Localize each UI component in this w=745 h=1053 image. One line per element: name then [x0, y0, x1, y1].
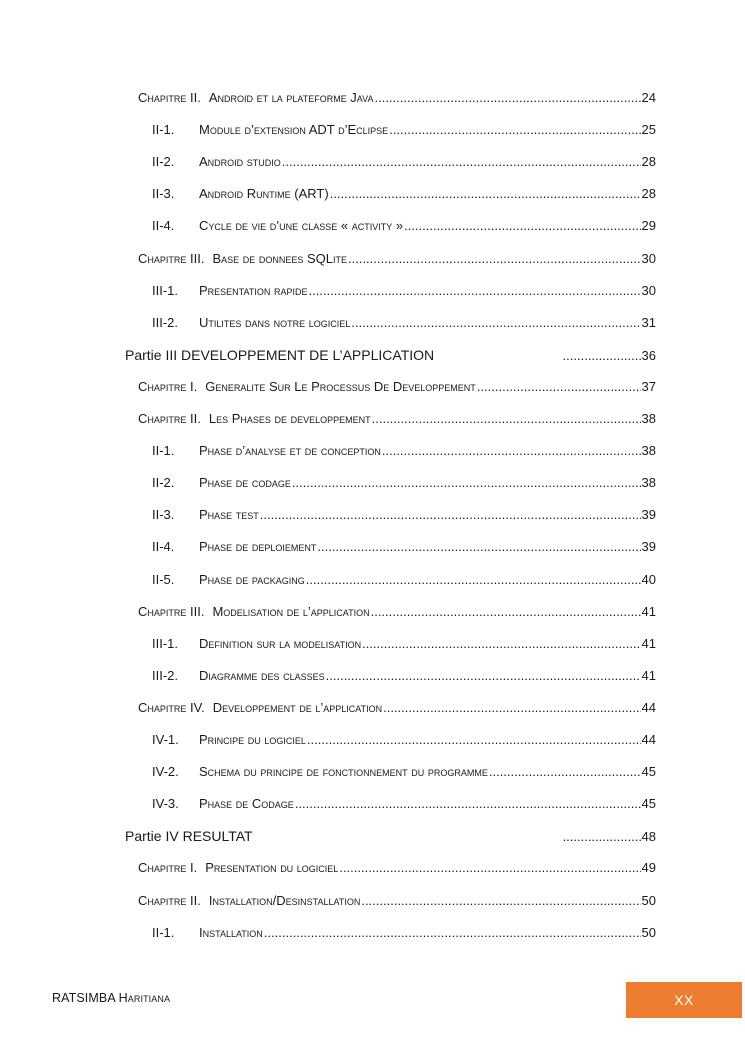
toc-entry-title: Principe du logiciel	[199, 732, 306, 747]
toc-entry-number: II-4.	[152, 539, 175, 555]
toc-leader-dots	[307, 730, 641, 750]
toc-leader-dots	[292, 473, 641, 493]
toc-leader-dots	[330, 184, 641, 204]
toc-entry-title: Android et la plateforme Java	[208, 90, 374, 105]
toc-leader-dots	[362, 634, 640, 654]
toc-entry-page: 49	[641, 860, 656, 876]
toc-entry-page: 50	[641, 924, 656, 940]
toc-entry-number: IV-1.	[152, 732, 179, 747]
toc-entry-number: Chapitre I.	[138, 378, 198, 394]
toc-entry-title: Phase d’analyse et de conception	[199, 443, 381, 459]
toc-entry[interactable]	[138, 409, 656, 429]
toc-entry[interactable]	[152, 120, 656, 140]
toc-entry-number: II-1.	[152, 924, 175, 940]
toc-leader-dots	[372, 409, 641, 429]
toc-entry[interactable]	[152, 441, 656, 461]
toc-entry-page: 41	[641, 603, 656, 619]
toc-entry-number: II-1.	[152, 122, 175, 138]
toc-entry-title: Utilites dans notre logiciel	[199, 314, 351, 330]
toc-entry-number: Chapitre III.	[138, 603, 205, 619]
toc-entry-page: 41	[641, 667, 656, 683]
toc-entry-page: 39	[641, 539, 656, 555]
toc-entry[interactable]	[152, 473, 656, 493]
toc-leader-dots	[348, 249, 641, 269]
toc-entry-page: 36	[641, 347, 656, 363]
toc-leader-dots	[371, 602, 641, 622]
toc-entry-number: Chapitre IV.	[138, 699, 205, 715]
toc-entry-number: Chapitre II.	[138, 892, 201, 908]
toc-entry-title: Phase de deploiement	[199, 539, 317, 555]
toc-entry[interactable]	[152, 794, 656, 814]
toc-leader-dots	[382, 441, 641, 461]
toc-entry[interactable]	[152, 666, 656, 686]
toc-entry-number: IV-3.	[152, 796, 179, 812]
toc-leader-dots	[374, 88, 640, 108]
toc-entry-page: 38	[641, 443, 656, 459]
toc-entry-page: 50	[641, 892, 656, 908]
toc-entry-page: 41	[641, 635, 656, 651]
toc-entry-page: 45	[641, 796, 656, 812]
toc-entry-title: Les Phases de developpement	[208, 411, 371, 426]
toc-entry-number: III-1.	[152, 635, 179, 651]
toc-entry-title: Definition sur la modelisation	[199, 635, 362, 651]
toc-entry-number: II-2.	[152, 475, 175, 491]
toc-leader-dots	[282, 152, 641, 172]
toc-leader-dots	[306, 570, 641, 590]
toc-entry[interactable]	[152, 505, 656, 525]
toc-entry[interactable]	[138, 858, 656, 878]
toc-entry[interactable]	[152, 313, 656, 333]
toc-entry[interactable]	[138, 891, 656, 911]
toc-entry-page: 28	[641, 154, 656, 170]
toc-entry-number: II-4.	[152, 218, 175, 234]
footer-page-label: XX	[674, 992, 694, 1008]
toc-entry[interactable]	[152, 537, 656, 557]
toc-entry-page: 25	[641, 122, 656, 138]
toc-entry-number: II-3.	[152, 507, 175, 523]
toc-entry-title: Phase de packaging	[199, 571, 305, 587]
toc-entry-page: 38	[641, 475, 656, 491]
toc-entry-title: Android Runtime (ART)	[199, 186, 329, 202]
toc-entry-page: 38	[641, 411, 656, 426]
toc-leader-dots	[489, 762, 641, 782]
toc-entry-title: Phase de codage	[199, 475, 291, 491]
toc-entry-title: Phase test	[199, 507, 259, 523]
toc-entry-page: 48	[641, 829, 656, 845]
toc-entry-title: Partie IV RESULTAT	[125, 828, 253, 845]
toc-entry[interactable]	[152, 923, 656, 943]
toc-entry[interactable]	[152, 216, 656, 236]
toc-leader-dots	[563, 346, 641, 366]
toc-entry-number: II-1.	[152, 443, 175, 459]
toc-leader-dots	[339, 858, 640, 878]
toc-leader-dots	[351, 313, 640, 333]
toc-entry-title: Presentation du logiciel	[205, 860, 339, 876]
footer-page-box	[626, 982, 742, 1018]
toc-leader-dots	[264, 923, 641, 943]
toc-entry-title: Partie III DEVELOPPEMENT DE L’APPLICATION	[125, 346, 435, 363]
toc-entry-page: 30	[641, 282, 656, 298]
toc-entry-page: 39	[641, 507, 656, 523]
toc-entry[interactable]	[138, 249, 656, 269]
toc-entry[interactable]	[125, 345, 656, 365]
toc-leader-dots	[383, 698, 640, 718]
toc-entry-page: 30	[641, 250, 656, 266]
toc-leader-dots	[389, 120, 640, 140]
toc-entry-page: 44	[641, 699, 656, 715]
toc-entry-number: II-3.	[152, 186, 175, 202]
toc-entry-number: III-2.	[152, 314, 179, 330]
toc-entry[interactable]	[138, 602, 656, 622]
toc-entry-title: Module d’extension ADT d’Eclipse	[199, 122, 389, 138]
toc-entry-number: Chapitre II.	[138, 411, 201, 426]
toc-entry-title: Presentation rapide	[199, 282, 308, 298]
toc-entry[interactable]	[152, 634, 656, 654]
toc-entry[interactable]	[125, 826, 656, 846]
toc-leader-dots	[361, 891, 640, 911]
toc-leader-dots	[477, 377, 641, 397]
toc-entry[interactable]	[138, 377, 656, 397]
toc-entry-title: Diagramme des classes	[199, 667, 325, 683]
toc-entry[interactable]	[152, 152, 656, 172]
toc-entry-page: 24	[641, 90, 656, 105]
toc-leader-dots	[308, 281, 640, 301]
toc-entry-number: Chapitre II.	[138, 90, 201, 105]
toc-entry-number: II-5.	[152, 571, 175, 587]
toc-leader-dots	[317, 537, 640, 557]
toc-leader-dots	[563, 827, 641, 847]
toc-entry[interactable]	[152, 570, 656, 590]
toc-entry-title: Installation/Desinstallation	[208, 892, 361, 908]
toc-entry-number: IV-2.	[152, 764, 179, 780]
footer-author: RATSIMBA Haritiana	[52, 991, 171, 1005]
toc-entry-number: III-2.	[152, 667, 179, 683]
toc-entry-title: Developpement de l’application	[212, 699, 383, 715]
toc-entry-number: II-2.	[152, 154, 175, 170]
toc-entry-title: Installation	[199, 924, 263, 940]
toc-entry-page: 37	[641, 378, 656, 394]
toc-entry-number: Chapitre III.	[138, 250, 205, 266]
toc-entry-title: Cycle de vie d’une classe « activity »	[199, 218, 404, 234]
toc-entry-page: 44	[641, 732, 656, 747]
toc-entry-number: Chapitre I.	[138, 860, 198, 876]
toc-entry-page: 29	[641, 218, 656, 234]
toc-entry-page: 31	[641, 314, 656, 330]
toc-leader-dots	[260, 505, 641, 525]
toc-entry[interactable]	[138, 88, 656, 108]
toc-entry-page: 40	[641, 571, 656, 587]
toc-entry[interactable]	[152, 184, 656, 204]
toc-entry-title: Generalite Sur Le Processus De Developpement	[205, 378, 476, 394]
toc-leader-dots	[326, 666, 641, 686]
toc-entry-title: Schema du principe de fonctionnement du programme	[199, 764, 488, 780]
toc-entry-title: Modelisation de l’application	[212, 603, 370, 619]
toc-leader-dots	[295, 794, 641, 814]
toc-entry[interactable]	[152, 762, 656, 782]
toc-entry-title: Android studio	[199, 154, 281, 170]
toc-entry-page: 28	[641, 186, 656, 202]
toc-entry-number: III-1.	[152, 282, 179, 298]
toc-entry-title: Base de donnees SQLite	[212, 250, 347, 266]
toc-entry-page: 45	[641, 764, 656, 780]
toc-entry[interactable]	[152, 730, 656, 750]
toc-leader-dots	[404, 216, 640, 236]
toc-entry[interactable]	[138, 698, 656, 718]
toc-entry-title: Phase de Codage	[199, 796, 294, 812]
toc-entry[interactable]	[152, 281, 656, 301]
